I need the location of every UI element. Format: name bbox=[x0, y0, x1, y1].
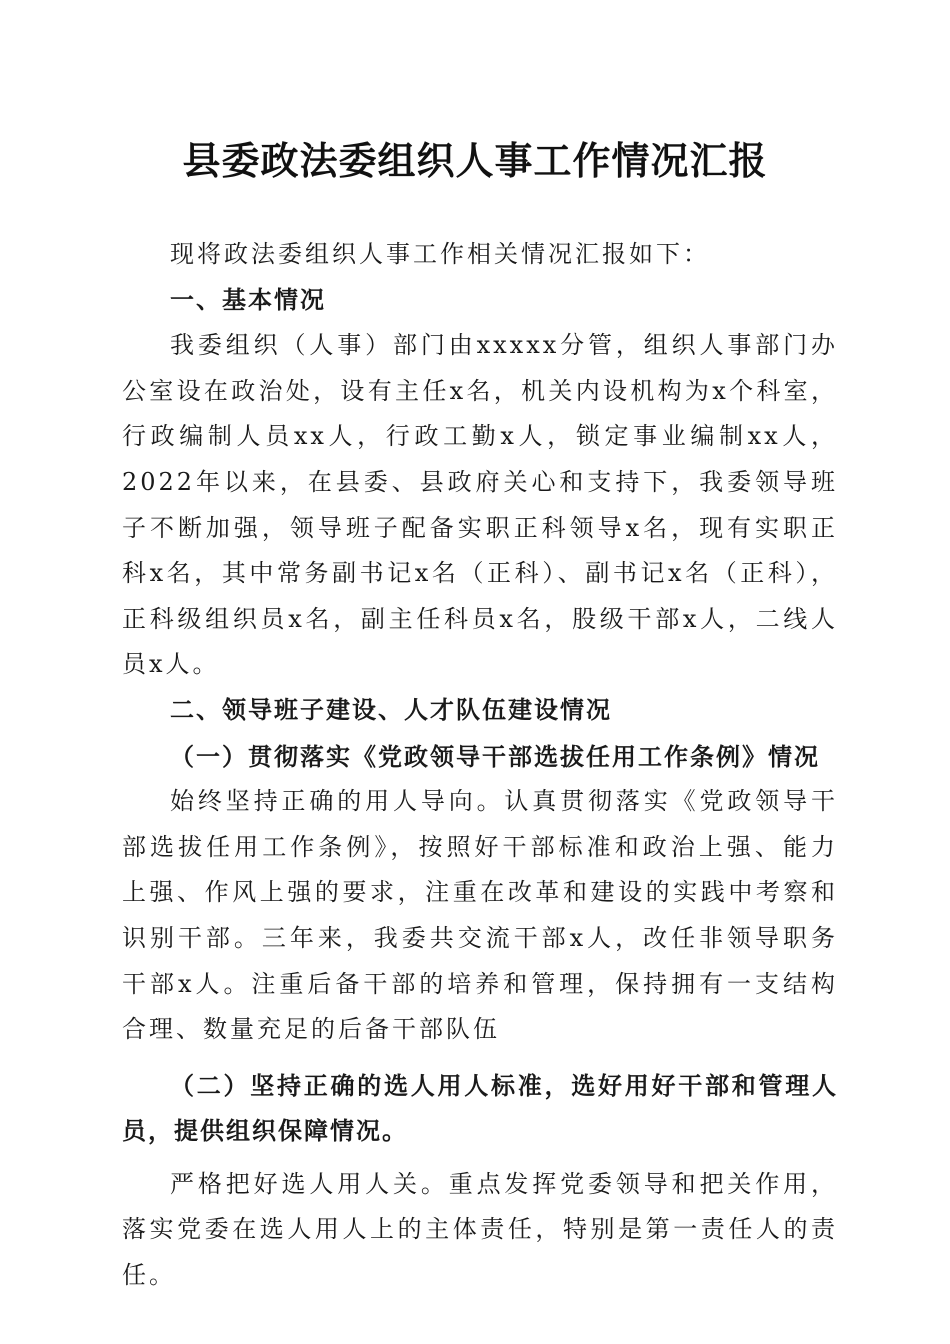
section-heading-leadership: 二、领导班子建设、人才队伍建设情况 bbox=[170, 695, 612, 724]
intro-paragraph: 现将政法委组织人事工作相关情况汇报如下： bbox=[170, 240, 710, 268]
subsection-heading-1: （一）贯彻落实《党政领导干部选拔任用工作条例》情况 bbox=[170, 741, 820, 771]
document-body bbox=[122, 232, 838, 1299]
section-heading-basic-info: 一、基本情况 bbox=[170, 285, 326, 314]
subsection-paragraph-2: 严格把好选人用人关。重点发挥党委领导和把关作用，落实党委在选人用人上的主体责任，特别是第一责任人的责任。 bbox=[122, 1169, 838, 1290]
section-paragraph-basic-info: 我委组织（人事）部门由xxxxx分管，组织人事部门办公室设在政治处，设有主任x名，机关内设机构为x个科室，行政编制人员xx人，行政工勤x人，锁定事业编制xx人，2022年以来，在县委、县政府关心和支持下，我委领导班子不断加强，领导班子配备实职正科领导x名，现有实职正科x名，其中常务副书记x名（正科）、副书记x名（正科），正科级组织员x名，副主任科员x名，股级干部x人，二线人员x人。 bbox=[122, 331, 838, 679]
subsection-paragraph-1: 始终坚持正确的用人导向。认真贯彻落实《党政领导干部选拔任用工作条例》，按照好干部标准和政治上强、能力上强、作风上强的要求，注重在改革和建设的实践中考察和识别干部。三年来，我委共交流干部x人，改任非领导职务干部x人。注重后备干部的培养和管理，保持拥有一支结构合理、数量充足的后备干部队伍 bbox=[122, 787, 838, 1044]
document-title: 县委政法委组织人事工作情况汇报 bbox=[182, 138, 768, 183]
subsection-heading-2: （二）坚持正确的选人用人标准，选好用好干部和管理人员，提供组织保障情况。 bbox=[122, 1070, 838, 1146]
